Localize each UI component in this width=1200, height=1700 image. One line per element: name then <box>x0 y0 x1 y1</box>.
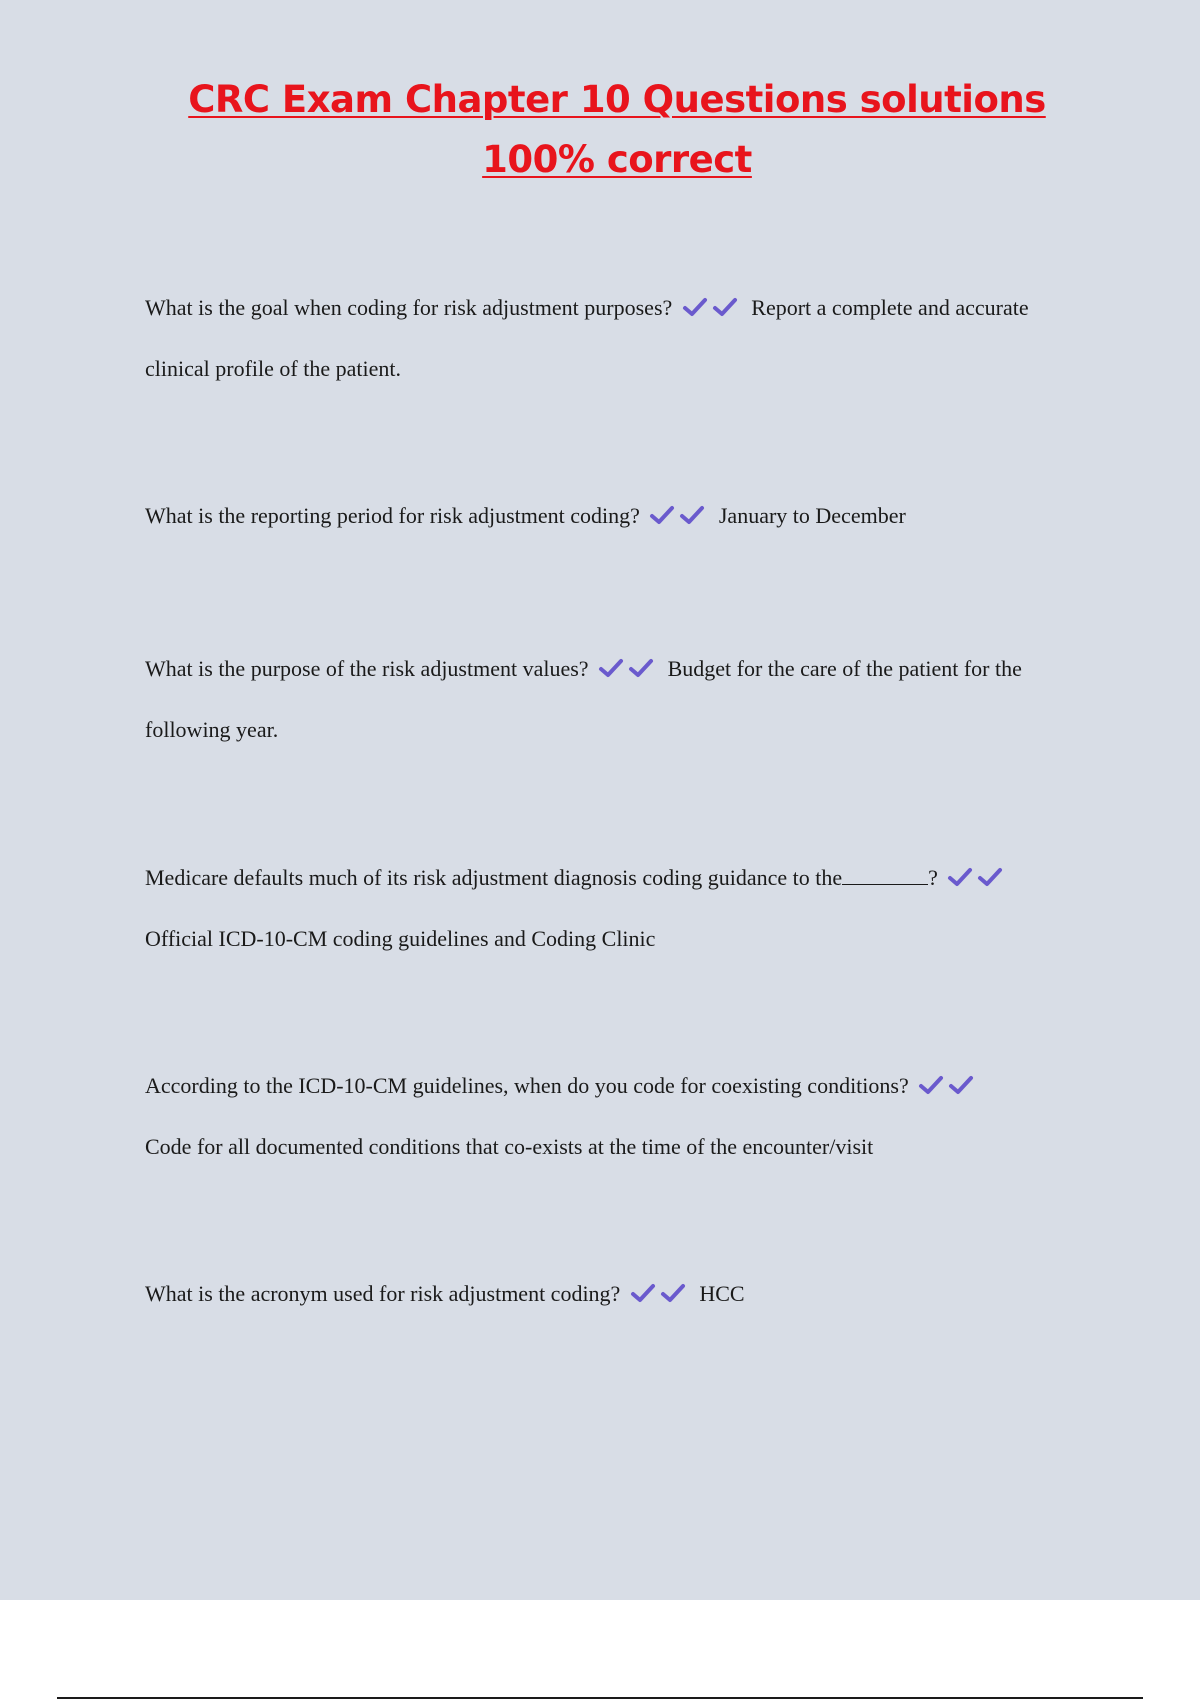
question-text: According to the ICD-10-CM guidelines, when do you code for coexisting conditions? <box>145 1073 909 1098</box>
answer-text: January to December <box>718 503 906 528</box>
qa-item-2 <box>145 485 1080 546</box>
question-text: What is the goal when coding for risk adjustment purposes? <box>145 295 673 320</box>
question-text: Medicare defaults much of its risk adjustment diagnosis coding guidance to the <box>145 865 843 890</box>
question-text: What is the acronym used for risk adjustment coding? <box>145 1281 621 1306</box>
check-icon <box>630 1282 656 1304</box>
answer-text: Budget for the care of the patient for the following year. <box>145 656 1022 742</box>
answer-text: HCC <box>699 1281 745 1306</box>
check-icon <box>598 657 624 679</box>
answer-checkmarks <box>626 1281 686 1306</box>
footer-divider <box>57 1697 1143 1699</box>
check-icon <box>918 1074 944 1096</box>
check-icon <box>947 866 973 888</box>
qa-item-4 <box>145 847 1080 969</box>
qa-item-5 <box>145 1055 1080 1177</box>
question-text: What is the purpose of the risk adjustment values? <box>145 656 589 681</box>
document-title <box>0 70 1200 190</box>
answer-text: Report a complete and accurate clinical profile of the patient. <box>145 295 1029 381</box>
check-icon <box>712 296 738 318</box>
check-icon <box>679 504 705 526</box>
title-line-1: CRC Exam Chapter 10 Questions solutions <box>188 78 1046 121</box>
qa-item-1 <box>145 277 1080 399</box>
answer-checkmarks <box>594 656 654 681</box>
qa-item-6 <box>145 1263 1080 1324</box>
check-icon <box>660 1282 686 1304</box>
check-icon <box>649 504 675 526</box>
check-icon <box>948 1074 974 1096</box>
answer-checkmarks <box>943 865 1003 890</box>
check-icon <box>682 296 708 318</box>
question-text: What is the reporting period for risk adjustment coding? <box>145 503 640 528</box>
fill-in-blank <box>842 868 928 885</box>
answer-text: Code for all documented conditions that co-exists at the time of the encounter/visit <box>145 1134 874 1159</box>
answer-checkmarks <box>645 503 705 528</box>
question-suffix: ? <box>928 865 938 890</box>
answer-checkmarks <box>678 295 738 320</box>
qa-item-3 <box>145 638 1080 760</box>
answer-text: Official ICD-10-CM coding guidelines and Coding Clinic <box>145 926 656 951</box>
answer-checkmarks <box>914 1073 974 1098</box>
check-icon <box>977 866 1003 888</box>
check-icon <box>628 657 654 679</box>
title-line-2: 100% correct <box>482 138 752 181</box>
